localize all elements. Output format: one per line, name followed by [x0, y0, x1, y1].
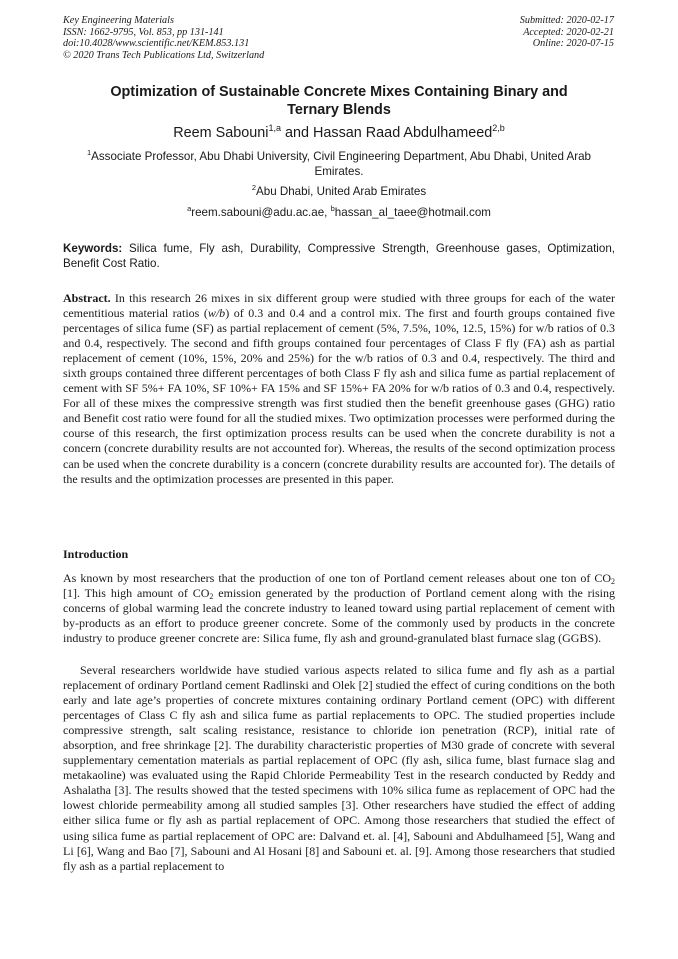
online-date: Online: 2020-07-15: [532, 38, 614, 50]
title-line-1: Optimization of Sustainable Concrete Mixes Containing Binary and: [110, 84, 568, 100]
author-2-marker: 2,b: [492, 123, 505, 133]
affiliation-1: [63, 150, 615, 179]
introduction-heading: Introduction: [63, 547, 129, 561]
paper-title: [70, 83, 608, 119]
abstract: [63, 291, 615, 487]
journal-copyright: © 2020 Trans Tech Publications Ltd, Switzerland: [63, 49, 265, 61]
co2-subscript-2: 2: [209, 592, 214, 602]
author-1-marker: 1,a: [268, 123, 281, 133]
affiliation-2: [63, 185, 615, 200]
journal-doi[interactable]: doi:10.4028/www.scientific.net/KEM.853.131: [63, 38, 250, 50]
journal-name: Key Engineering Materials: [63, 15, 174, 26]
author-2: Hassan Raad Abdulhameed: [313, 125, 493, 141]
publication-dates: [520, 15, 614, 50]
affiliation-1-marker: 1: [86, 148, 92, 157]
keywords: [63, 241, 615, 271]
journal-info: [63, 15, 264, 61]
title-line-2: Ternary Blends: [287, 102, 391, 118]
author-emails: [63, 206, 615, 221]
keywords-text: Silica fume, Fly ash, Durability, Compressive Strength, Greenhouse gases, Optimization, Benefit Cost Ratio.: [63, 242, 615, 270]
affiliation-2-marker: 2: [251, 183, 257, 192]
author-conjunction: and: [280, 125, 313, 141]
intro-p1-text-c: emission generated by the production of Portland cement along with the rising concerns of global warming lead the concrete industry to leaned toward using partial replacement of cement with by-products as an effort to produce greener concrete. Some of the commonly used by products in the concrete industry to produce greener concrete are: Silica fume, fly ash and ground-granulated blast furnace slag (GGBS).: [63, 586, 616, 646]
submitted-date: Submitted: 2020-02-17: [519, 15, 614, 26]
email-b-marker: b: [330, 204, 335, 213]
affiliation-2-text: Abu Dhabi, United Arab Emirates: [256, 185, 427, 198]
journal-issn: ISSN: 1662-9795, Vol. 853, pp 131-141: [63, 26, 224, 38]
abstract-text-2: ) of 0.3 and 0.4 and a control mix. The first and fourth groups contained five percentages of silica fume (SF) as partial replacement of cement (5%, 7.5%, 10%, 12.5, 15%) for w/b ratios of 0.3 and 0.4, respectively. The second and fifth groups contained four percentages of Class F fly (FA) ash as partial replacement of cement (10%, 15%, 20% and 25%) for the w/b ratios of 0.3 and 0.4, respectively. The third and sixth groups contained three different percentages of both Class F fly ash and silica fume as partial replacement of cement with SF 5%+ FA 10%, SF 10%+ FA 15% and SF 15%+ FA 20% for w/b ratios of 0.3 and 0.4, respectively. For all of these mixes the compressive strength was first studied then the benefit greenhouse gases (GHG) ratio and Benefit cost ratio were found for all the studied mixes. Two optimization processes were performed during the course of this research, the first optimization process results can be used when the concrete durability is not a concern (concrete durability results are not accounted for). Whereas, the results of the second optimization process can be used when the concrete durability is a concern (concrete durability results are accounted for). The details of the results and the optimization processes are presented in this paper.: [63, 306, 615, 486]
email-b[interactable]: hassan_al_taee@hotmail.com: [334, 206, 491, 219]
accepted-date: Accepted: 2020-02-21: [523, 26, 614, 38]
author-1: Reem Sabouni: [173, 125, 269, 141]
abstract-label: Abstract.: [63, 291, 111, 305]
email-a-marker: a: [187, 204, 192, 213]
email-a[interactable]: reem.sabouni@adu.ac.ae,: [191, 206, 331, 219]
keywords-label: Keywords:: [63, 242, 123, 255]
author-list: [63, 124, 615, 142]
abstract-wb-symbol: w/b: [207, 306, 226, 321]
introduction-paragraph-1: [63, 571, 615, 646]
intro-p1-text-a: As known by most researchers that the production of one ton of Portland cement releases about one ton of CO: [63, 571, 611, 585]
intro-p1-text-b: [1]. This high amount of CO: [63, 586, 210, 601]
affiliation-1-text: Associate Professor, Abu Dhabi University, Civil Engineering Department, Abu Dhabi, United Arab Emirates.: [91, 150, 592, 178]
introduction-paragraph-2: Several researchers worldwide have studied various aspects related to silica fume and fly ash as a partial replacement of ordinary Portland cement Radlinski and Olek [2] studied the effect of curing conditions on the both early and late age’s properties of concrete mixtures containing ordinary Portland cement (OPC) with different percentages of Class C fly ash and silica fume as partial replacements to OPC. The studied properties include compressive strength, salt scaling resistance, resistance to chloride ion penetration (RCP), initial rate of absorption, and free shrinkage [2]. The durability characteristic properties of M30 grade of concrete with several supplementary cementation materials as partial replacement of OPC (fly ash, silica fume, blast furnace slag and metakaoline) was evaluated using the Rapid Chloride Permeability Test in the research conducted by Reddy and Ashalatha [3]. The results showed that the tested specimens with 10% silica fume as replacement of OPC had the lowest chloride permeability among all studied samples [3]. Other researchers have studied the effect of adding either silica fume or fly ash as partial replacement of OPC. Among those researchers that studied the effect of using silica fume as partial replacement of OPC are: Dalvand et. al. [4], Sabouni and Abdulhameed [5], Wang and Li [6], Wang and Bao [7], Sabouni and Al Hosani [8] and Sabouni et. al. [9]. Among those researchers that studied fly ash as a partial replacement to: [63, 663, 615, 873]
co2-subscript-1: 2: [611, 577, 615, 586]
abstract-text-1: In this research 26 mixes in six different group were studied with three groups for each of the water cementitious material ratios (: [63, 291, 615, 321]
